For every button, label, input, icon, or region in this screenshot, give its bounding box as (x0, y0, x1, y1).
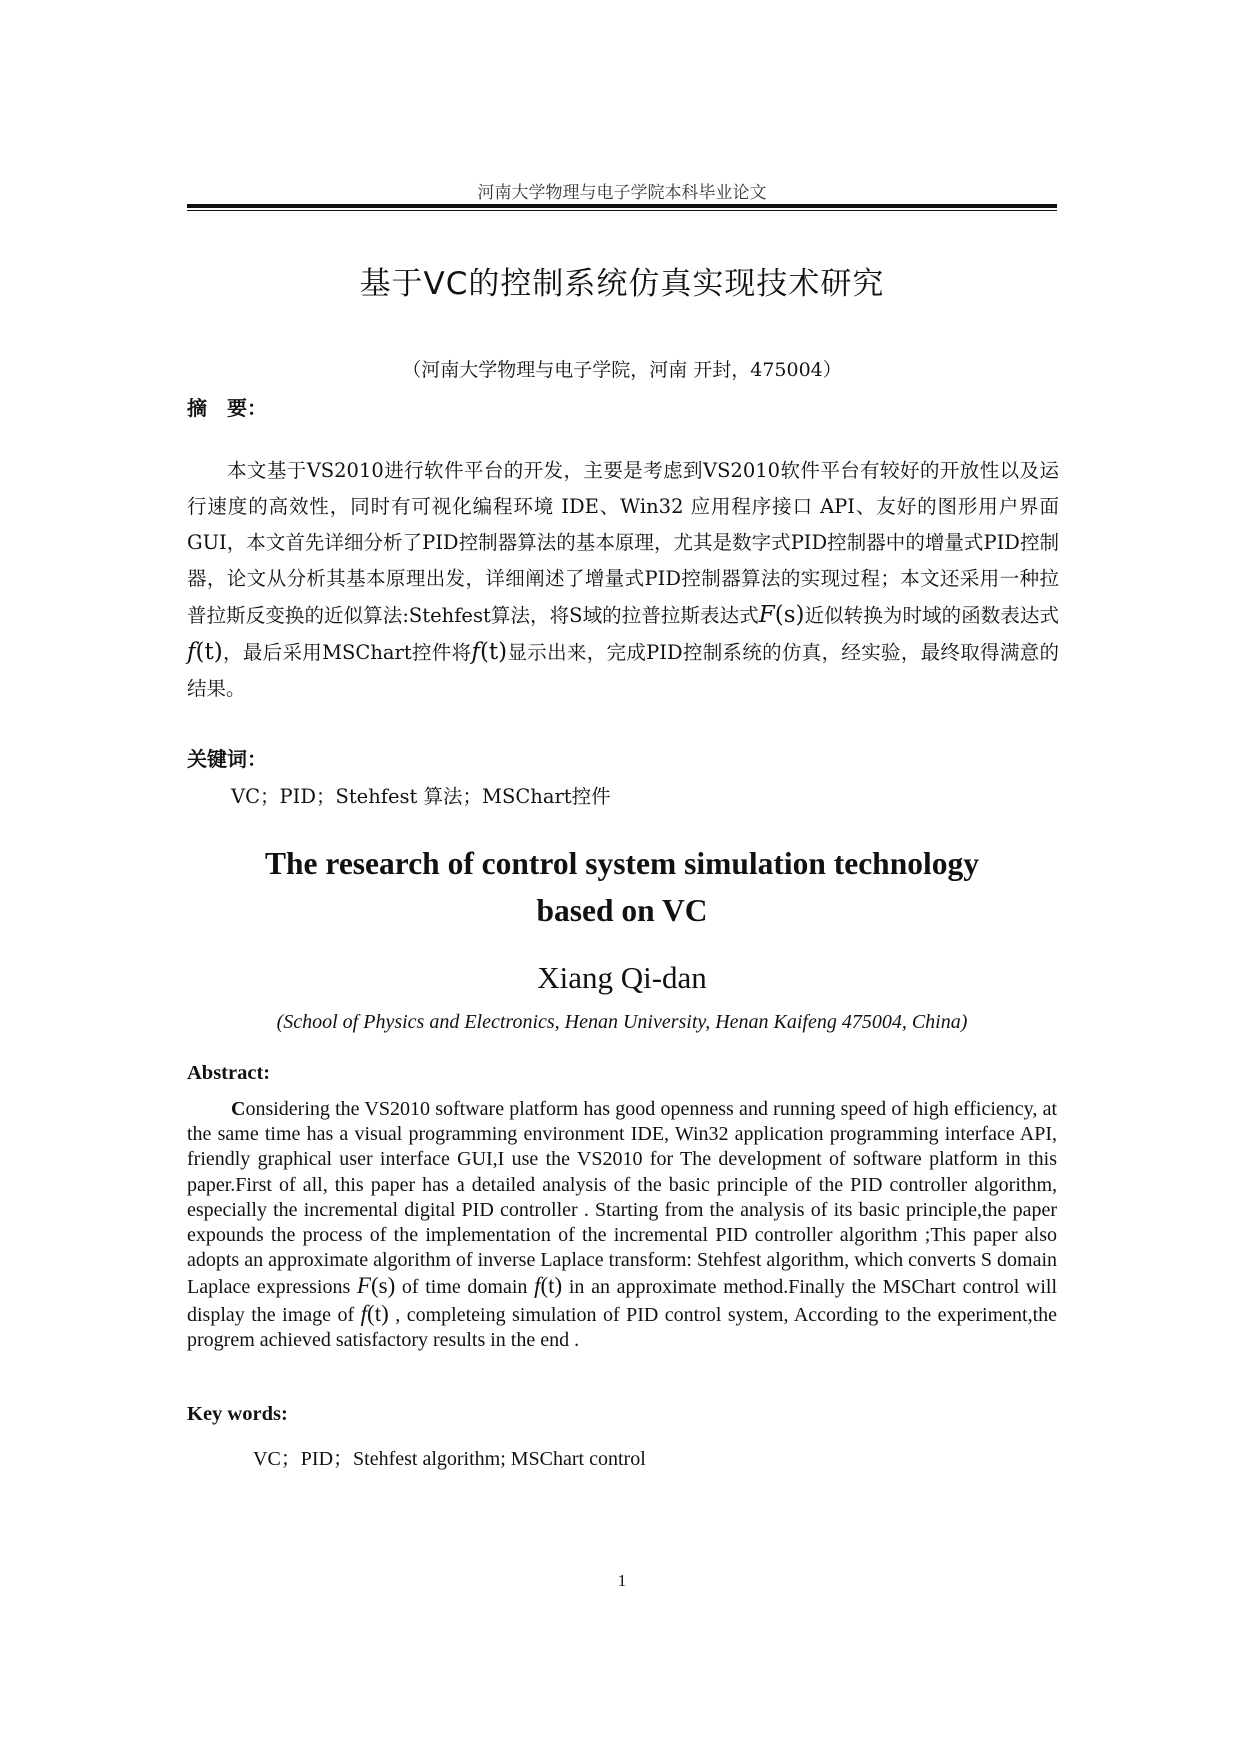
english-keywords-heading: Key words: (187, 1403, 288, 1425)
english-title (187, 840, 1057, 934)
english-abstract-heading: Abstract: (187, 1062, 271, 1084)
math-f-t: f(t) (471, 639, 508, 665)
chinese-title: 基于VC的控制系统仿真实现技术研究 (359, 266, 885, 302)
math-f-t: f(t) (534, 1273, 563, 1299)
header-rule-thick (187, 204, 1057, 208)
math-F-s: F(s) (356, 1273, 396, 1299)
running-header: 河南大学物理与电子学院本科毕业论文 (477, 183, 767, 203)
english-abstract-text-4: , completeing simulation of PID control system, According to the experiment,the progrem achieved satisfactory results in the end . (187, 1303, 1058, 1351)
author-name: Xiang Qi-dan (537, 960, 707, 995)
chinese-affiliation: （河南大学物理与电子学院，河南 开封，475004） (402, 359, 842, 381)
header-rule-thin (187, 210, 1057, 211)
chinese-keywords: VC；PID；Stehfest 算法；MSChart控件 (231, 785, 611, 808)
chinese-abstract-body (187, 453, 1059, 707)
english-affiliation: (School of Physics and Electronics, Henan University, Henan Kaifeng 475004, China) (276, 1011, 968, 1033)
abstract-dropcap: C (231, 1098, 246, 1120)
english-abstract-text-2: of time domain (401, 1276, 528, 1299)
math-f-t: f(t) (187, 639, 223, 665)
chinese-abstract-heading: 摘 要： (187, 396, 267, 420)
english-keywords: VC；PID；Stehfest algorithm; MSChart control (253, 1448, 646, 1470)
english-title-line-1: The research of control system simulation technology (265, 846, 979, 881)
math-f-t: f(t) (360, 1300, 389, 1326)
english-abstract-text-1: onsidering the VS2010 software platform has good openness and running speed of high efficiency, at the same time has a visual programming environment IDE, Win32 application programming interface API, friendly graphical user interface GUI,I use the VS2010 for The development of software platform in this paper.First of all, this paper has a detailed analysis of the basic principle of the PID controller algorithm, especially the incremental digital PID controller . Starting from the analysis of its basic principle,the paper expounds the process of the implementation of the incremental PID controller algorithm ;This paper also adopts an approximate algorithm of inverse Laplace transform: Stehfest algorithm, which converts S domain Laplace expressions (187, 1098, 1057, 1299)
math-F-s: F(s) (758, 602, 805, 628)
chinese-abstract-text-4: 显示出来，完成PID控制系统的仿真，经实验，最终取得满意的结果。 (187, 641, 1059, 700)
chinese-abstract-text-1: 本文基于VS2010进行软件平台的开发，主要是考虑到VS2010软件平台有较好的开放性以及运行速度的高效性，同时有可视化编程环境 IDE、Win32 应用程序接口 API、友好的图形用户界面 GUI，本文首先详细分析了PID控制器算法的基本原理，尤其是数字式PID控制器中的增量式PID控制器，论文从分析其基本原理出发，详细阐述了增量式PID控制器算法的实现过程；本文还采用一种拉普拉斯反变换的近似算法:Stehfest算法，将S域的拉普拉斯表达式 (187, 459, 1059, 627)
english-title-line-2: based on VC (536, 893, 708, 928)
chinese-abstract-text-3: ，最后采用MSChart控件将 (222, 641, 472, 664)
chinese-abstract-text-2: 近似转换为时域的函数表达式 (804, 604, 1059, 627)
english-abstract-body (187, 1097, 1057, 1353)
english-abstract-text-3: in an approximate method.Finally the MSChart control will display the image of (187, 1276, 1058, 1326)
page-number: 1 (617, 1571, 627, 1590)
chinese-keywords-heading: 关键词： (187, 747, 267, 771)
